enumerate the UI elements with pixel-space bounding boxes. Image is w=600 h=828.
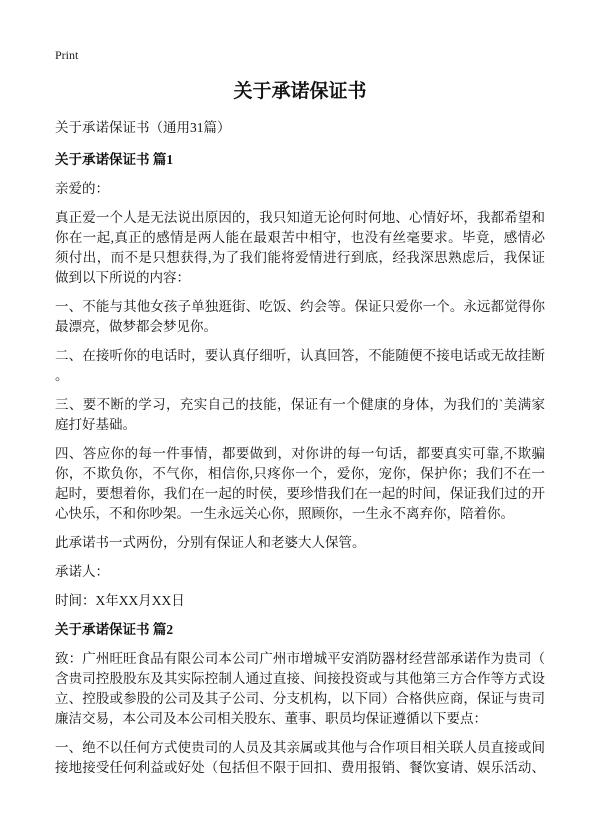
paragraph [55, 208, 545, 288]
text-line: 你，不欺负你，不气你，相信你,只疼你一个，爱你，宠你，保护你；我们不在一 [55, 466, 545, 481]
text-line: 此承诺书一式两份，分别有保证人和老婆大人保管。 [55, 535, 366, 550]
text-line: 庭打好基础。 [55, 417, 136, 432]
text-line: 做到以下所说的内容： [55, 270, 190, 285]
text-line: 廉洁交易，本公司及本公司相关股东、董事、职员均保证遵循以下要点： [55, 711, 487, 726]
text-line: 心快乐，不和你吵架。一生永远关心你，照顾你，一生永不离弃你，陪着你。 [55, 506, 514, 521]
document-title: 关于承诺保证书 [233, 81, 367, 102]
text-line: 接地接受任何利益或好处（包括但不限于回扣、费用报销、餐饮宴请、娱乐活动、 [55, 760, 545, 775]
text-line: 起时，要想着你，我们在一起的时侯，要珍惜我们在一起的时间，保证我们过的开 [55, 486, 545, 501]
text-line: 一、不能与其他女孩子单独逛街、吃饭、约会等。保证只爱你一个。永远都觉得你 [55, 299, 545, 314]
paragraph [55, 395, 545, 435]
text-line: 一、绝不以任何方式使贵司的人员及其亲属或其他与合作项目相关联人员直接或间 [55, 740, 545, 755]
text-line: 二、在接听你的电话时，要认真仔细听，认真回答，不能随便不接电话或无故挂断 [55, 348, 545, 363]
section-heading: 关于承诺保证书 篇2 [55, 622, 174, 637]
paragraph [55, 533, 545, 553]
greeting-paragraph [55, 179, 545, 199]
text-line: 须付出，而不是只想获得,为了我们能将爱情进行到底，经我深思熟虑后，我保证 [55, 250, 545, 265]
text-line: 时间：X年XX月XX日 [55, 593, 185, 608]
text-line: 承诺人： [55, 564, 109, 579]
text-line: 最漂亮，做梦都会梦见你。 [55, 319, 217, 334]
signatory-line [55, 562, 545, 582]
paragraph [55, 297, 545, 337]
text-line: 致：广州旺旺食品有限公司本公司广州市增城平安消防器材经营部承诺作为贵司（ [55, 651, 545, 666]
text-line: 三、要不断的学习，充实自己的技能，保证有一个健康的身体，为我们的`美满家 [55, 397, 545, 412]
print-link[interactable]: Print [55, 48, 79, 62]
paragraph [55, 346, 545, 386]
paragraph [55, 444, 545, 524]
text-line: 立、控股或参股的公司及其子公司、分支机构，以下同）合格供应商，保证与贵司 [55, 691, 545, 706]
text-line: 含贵司控股股东及其实际控制人通过直接、间接投资或与其他第三方合作等方式设 [55, 671, 545, 686]
section-2 [55, 620, 545, 778]
document-body [55, 118, 545, 787]
text-line: 亲爱的： [55, 181, 109, 196]
text-line: 你在一起,真正的感情是两人能在最艰苦中相守，也没有丝毫要求。毕竟，感情必 [55, 230, 545, 245]
text-line: 真正爱一个人是无法说出原因的，我只知道无论何时何地、心情好坏，我都希望和 [55, 210, 545, 225]
date-line [55, 591, 545, 611]
section-heading: 关于承诺保证书 篇1 [55, 152, 174, 167]
paragraph [55, 738, 545, 778]
paragraph [55, 649, 545, 729]
text-line: 四、答应你的每一件事情，都要做到，对你讲的每一句话，都要真实可靠,不欺骗 [55, 446, 545, 461]
document-subtitle: 关于承诺保证书（通用31篇） [55, 120, 231, 135]
section-1 [55, 150, 545, 611]
text-line: 。 [55, 368, 69, 383]
